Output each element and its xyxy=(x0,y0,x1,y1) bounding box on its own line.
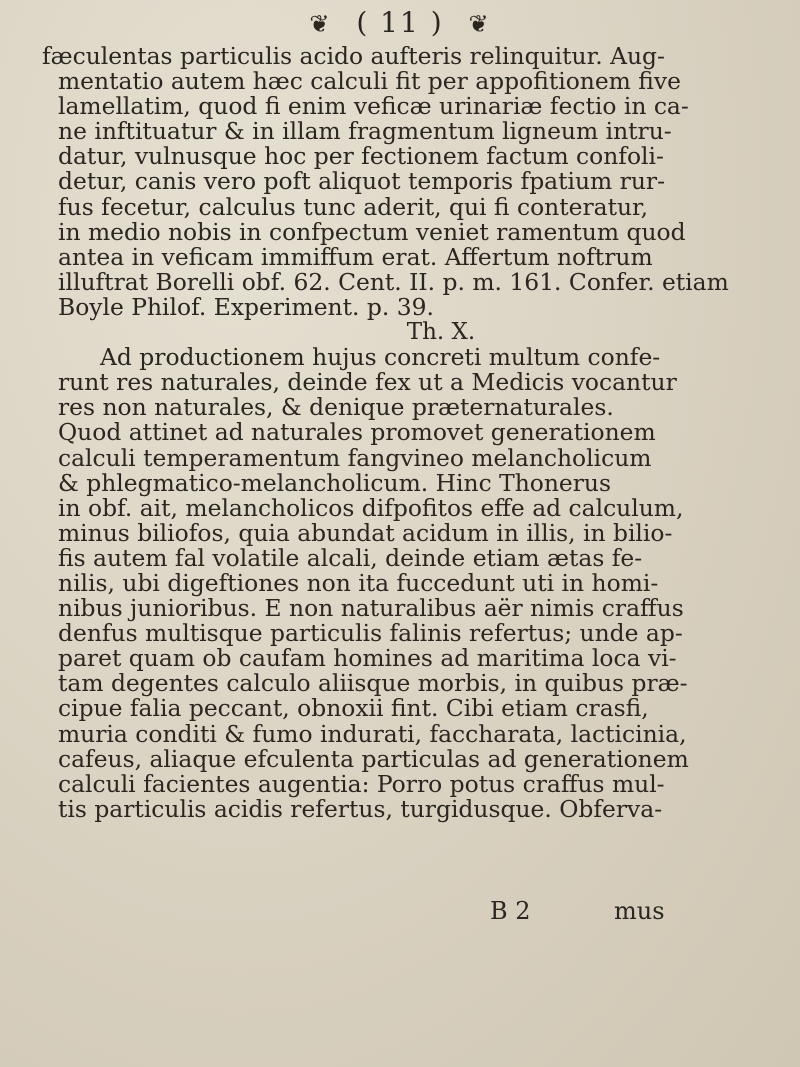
page-number: ( 11 ) xyxy=(356,6,444,39)
section-heading: Th. X. xyxy=(406,319,476,346)
text-line: nilis, ubi digeftiones non ita fuccedunt uti in homi- xyxy=(58,568,659,597)
text-line: res non naturales, & denique præternaturales. xyxy=(58,393,614,422)
page-footer xyxy=(0,897,800,927)
text-line: antea in veficam immiffum erat. Affertum noftrum xyxy=(58,242,653,271)
text-line: calculi temperamentum fangvineo melancholicum xyxy=(58,443,652,472)
text-line: Boyle Philof. Experiment. p. 39. xyxy=(58,292,434,321)
text-line: in obf. ait, melancholicos difpofitos effe ad calculum, xyxy=(58,493,684,522)
text-line: calculi facientes augentia: Porro potus craffus mul- xyxy=(58,769,665,798)
text-line: paret quam ob caufam homines ad maritima loca vi- xyxy=(58,644,677,673)
text-line: mentatio autem hæc calculi fit per appofitionem five xyxy=(58,67,681,96)
text-line: fæculentas particulis acido aufteris relinquitur. Aug- xyxy=(42,42,665,70)
text-line: fis autem fal volatile alcali, deinde etiam ætas fe- xyxy=(58,543,643,572)
text-line: muria conditi & fumo indurati, faccharata, lacticinia, xyxy=(58,719,687,748)
text-line: lamellatim, quod fi enim veficæ urinariæ fectio in ca- xyxy=(58,92,689,121)
right-ornament-icon: ❦ xyxy=(468,10,491,38)
text-line: fus fecetur, calculus tunc aderit, qui fi conteratur, xyxy=(58,192,649,221)
text-line: illuftrat Borelli obf. 62. Cent. II. p. m. 161. Confer. etiam xyxy=(58,267,729,296)
text-line: cipue falia peccant, obnoxii fint. Cibi etiam crasfi, xyxy=(58,694,649,723)
text-line: & phlegmatico-melancholicum. Hinc Thonerus xyxy=(58,468,612,497)
body-text xyxy=(42,44,760,822)
text-line: tam degentes calculo aliisque morbis, in quibus præ- xyxy=(58,669,688,698)
signature-mark: B 2 xyxy=(490,897,531,925)
page-header xyxy=(0,6,800,39)
text-line: Ad productionem hujus concreti multum confe- xyxy=(100,343,661,372)
text-line: datur, vulnusque hoc per fectionem factum confoli- xyxy=(58,142,664,171)
catchword: mus xyxy=(614,897,665,925)
text-line: minus biliofos, quia abundat acidum in illis, in bilio- xyxy=(58,518,673,547)
text-line: denfus multisque particulis falinis refertus; unde ap- xyxy=(58,619,683,648)
text-line: runt res naturales, deinde fex ut a Medicis vocantur xyxy=(58,368,677,397)
text-line: ne inftituatur & in illam fragmentum ligneum intru- xyxy=(58,117,672,146)
text-line: cafeus, aliaque efculenta particulas ad generationem xyxy=(58,744,689,773)
text-line: Quod attinet ad naturales promovet generationem xyxy=(58,418,656,447)
text-line: detur, canis vero poft aliquot temporis fpatium rur- xyxy=(58,167,666,196)
text-line: in medio nobis in confpectum veniet ramentum quod xyxy=(58,217,686,246)
text-line: tis particulis acidis refertus, turgidusque. Obferva- xyxy=(58,794,663,823)
text-line: nibus junioribus. E non naturalibus aër nimis craffus xyxy=(58,594,684,623)
left-ornament-icon: ❦ xyxy=(309,10,332,38)
